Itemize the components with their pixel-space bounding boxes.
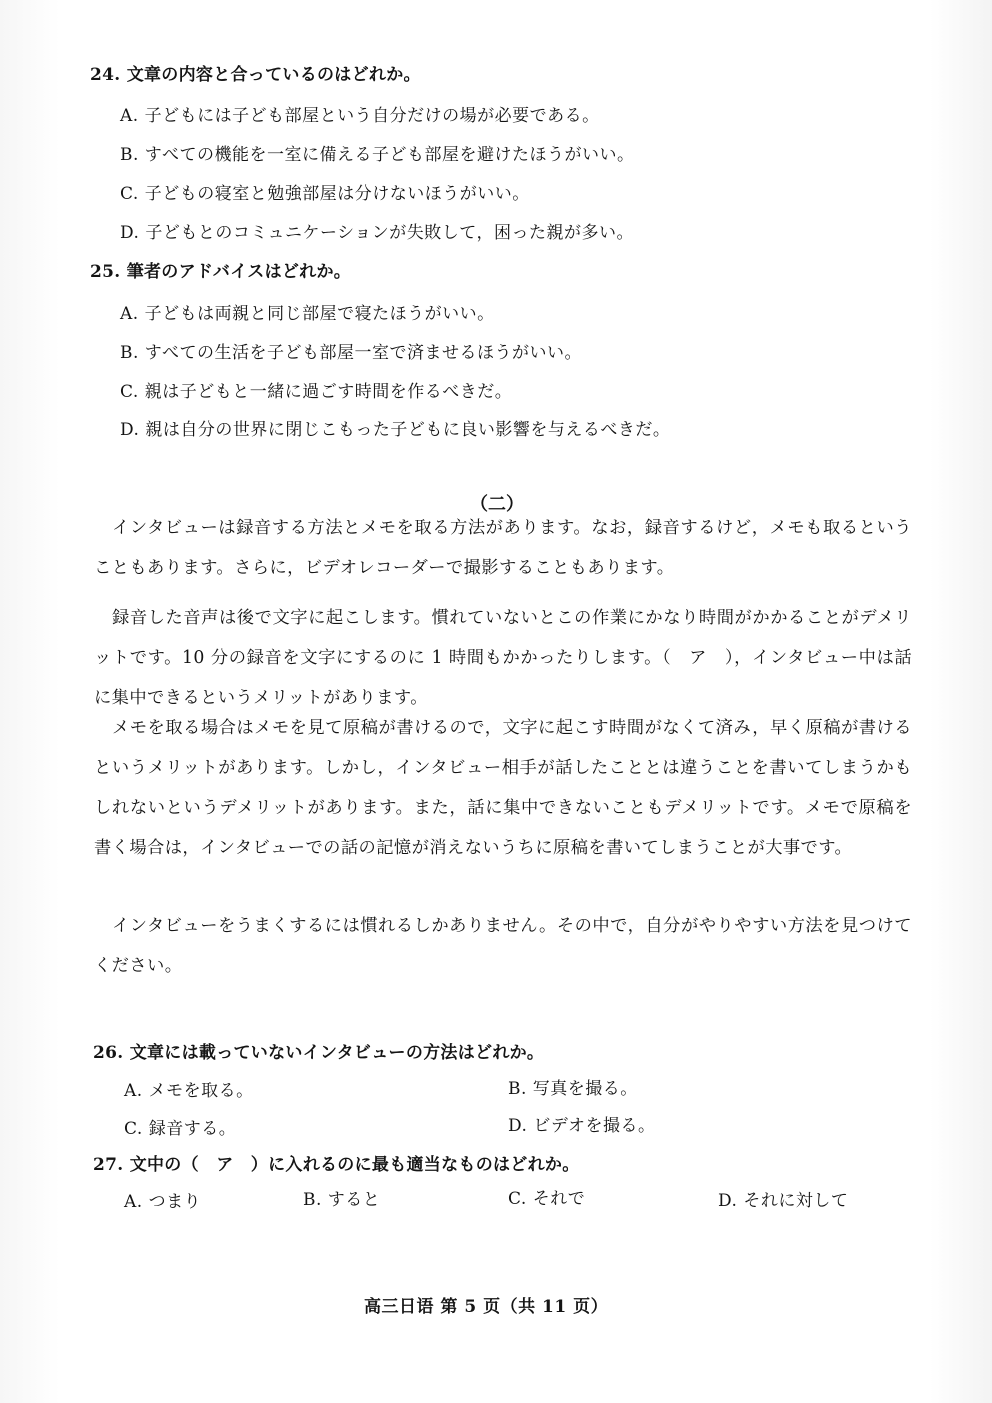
question-24-option-c: C. 子どもの寝室と勉強部屋は分けないほうがいい。	[120, 184, 530, 204]
question-25-option-a: A. 子どもは両親と同じ部屋で寝たほうがいい。	[120, 304, 495, 324]
question-26-option-a: A. メモを取る。	[124, 1081, 254, 1101]
question-27-option-c: C. それで	[508, 1189, 586, 1209]
question-24-option-b: B. すべての機能を一室に備える子ども部屋を避けたほうがいい。	[120, 145, 635, 165]
passage-paragraph-1: インタビューは録音する方法とメモを取る方法があります。なお，録音するけど，メモも取るということもあります。さらに，ビデオレコーダーで撮影することもあります。	[94, 518, 912, 578]
question-27-option-a: A. つまり	[124, 1192, 202, 1212]
question-26-stem: 26. 文章には載っていないインタビューの方法はどれか。	[93, 1043, 545, 1063]
question-25-option-d: D. 親は自分の世界に閉じこもった子どもに良い影響を与えるべきだ。	[120, 420, 671, 440]
page-footer: 高三日语 第 5 页（共 11 页）	[364, 1297, 609, 1317]
question-24-option-a: A. 子どもには子ども部屋という自分だけの場が必要である。	[120, 106, 600, 126]
question-25-option-c: C. 親は子どもと一緒に過ごす時間を作るべきだ。	[120, 382, 513, 402]
question-27-option-b: B. すると	[303, 1190, 381, 1210]
passage-paragraph-3: メモを取る場合はメモを見て原稿が書けるので，文字に起こす時間がなくて済み，早く原稿が書けるというメリットがあります。しかし，インタビュー相手が話したこととは違うことを書いてしまうかもしれないというデメリットがあります。また，話に集中できないこともデメリットです。メモで原稿を書く場合は，インタビューでの話の記憶が消えないうちに原稿を書いてしまうことが大事です。	[94, 718, 912, 858]
question-26-option-b: B. 写真を撮る。	[508, 1079, 638, 1099]
question-27-stem: 27. 文中の（ ア ）に入れるのに最も適当なものはどれか。	[93, 1155, 580, 1175]
passage-paragraph-4: インタビューをうまくするには慣れるしかありません。その中で，自分がやりやすい方法を見つけてください。	[94, 916, 912, 976]
question-24-stem: 24. 文章の内容と合っているのはどれか。	[90, 65, 421, 85]
question-25-option-b: B. すべての生活を子ども部屋一室で済ませるほうがいい。	[120, 343, 582, 363]
question-27-option-d: D. それに対して	[718, 1191, 849, 1211]
question-26-option-c: C. 録音する。	[124, 1119, 237, 1139]
question-26-option-d: D. ビデオを撮る。	[508, 1116, 656, 1136]
question-25-stem: 25. 筆者のアドバイスはどれか。	[90, 262, 352, 282]
question-24-option-d: D. 子どもとのコミュニケーションが失敗して，困った親が多い。	[120, 223, 634, 243]
section-title: （二）	[470, 494, 524, 515]
passage-paragraph-2: 録音した音声は後で文字に起こします。慣れていないとこの作業にかなり時間がかかることがデメリットです。10 分の録音を文字にするのに 1 時間もかかったりします。（ ア ），インタビュー中は話に集中できるというメリットがあります。	[94, 608, 912, 708]
